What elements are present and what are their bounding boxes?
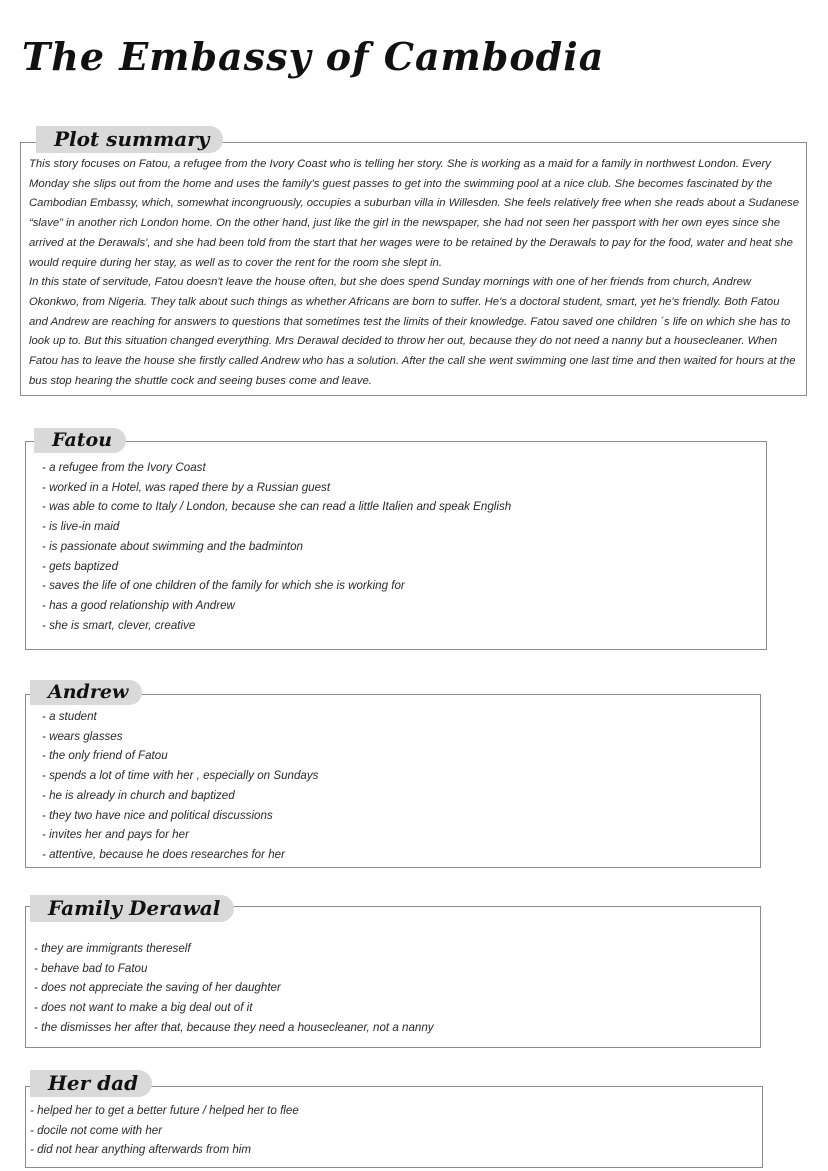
andrew-heading: Andrew bbox=[30, 680, 142, 705]
andrew-box bbox=[25, 694, 761, 868]
list-item: - is passionate about swimming and the badminton bbox=[42, 539, 304, 553]
family-derawal-box bbox=[25, 906, 761, 1048]
her-dad-heading: Her dad bbox=[30, 1070, 152, 1097]
list-item: - he is already in church and baptized bbox=[42, 788, 235, 802]
family-derawal-heading: Family Derawal bbox=[30, 895, 234, 922]
list-item: - worked in a Hotel, was raped there by a Russian guest bbox=[42, 480, 331, 494]
list-item: - gets baptized bbox=[42, 559, 119, 573]
andrew-list bbox=[42, 707, 318, 865]
list-item: - wears glasses bbox=[42, 729, 123, 743]
list-item: - invites her and pays for her bbox=[42, 828, 189, 842]
list-item: - did not hear anything afterwards from him bbox=[30, 1143, 252, 1157]
list-item: - a refugee from the Ivory Coast bbox=[42, 461, 206, 474]
her-dad-box bbox=[25, 1086, 763, 1168]
list-item: - attentive, because he does researches for her bbox=[42, 847, 285, 861]
plot-summary-box bbox=[20, 142, 807, 396]
plot-summary-text bbox=[29, 155, 799, 391]
list-item: - is live-in maid bbox=[42, 520, 120, 534]
list-item: - docile not come with her bbox=[30, 1123, 163, 1137]
fatou-heading: Fatou bbox=[34, 428, 126, 453]
plot-paragraph-2: In this state of servitude, Fatou doesn't leave the house often, but she does spend Sunday mornings with one of her friends from church, Andrew Okonkwo, from Nigeria. They talk about such things as whether Africans are born to suffer. He's a doctoral student, smart, yet he's friendly. Both Fatou and Andrew are reaching for answers to questions that sometimes test the limits of their knowledge. Fatou saved one children ´s life on which she has to look up to. But this situation changed everything. Mrs Derawal decided to throw her out, because they do not need a nanny but a housecleaner. When Fatou has to leave the house she firstly called Andrew who has a solution. After the call she went swimming one last time and then waited for hours at the bus stop hearing the shuttle cock and seeing buses come and leave. bbox=[29, 276, 796, 387]
her-dad-list bbox=[30, 1101, 299, 1160]
list-item: - saves the life of one children of the family for which she is working for bbox=[42, 579, 405, 593]
plot-paragraph-1: This story focuses on Fatou, a refugee from the Ivory Coast who is telling her story. She is working as a maid for a family in northwest London. Every Monday she slips out from the home and uses the family's guest passes to get into the swimming pool at a nice club. She becomes fascinated by the Cambodian Embassy, which, somewhat incongruously, occupies a suburban villa in Willesden. She feels relatively free when she reads about a Sudanese “slave” in another rich London home. On the other hand, just like the girl in the newspaper, she had not seen her passport with her own eyes since she arrived at the Derawals', and she had been told from the start that her wages were to be retained by the Derawals to pay for the food, water and heat she would require during her stay, as well as to cover the rent for the room she slept in. bbox=[29, 158, 799, 269]
fatou-list bbox=[42, 458, 511, 635]
list-item: - has a good relationship with Andrew bbox=[42, 598, 235, 612]
fatou-box bbox=[25, 441, 767, 650]
list-item: - a student bbox=[42, 710, 97, 723]
list-item: - behave bad to Fatou bbox=[34, 961, 148, 975]
list-item: - does not appreciate the saving of her daughter bbox=[34, 981, 281, 995]
list-item: - they two have nice and political discussions bbox=[42, 808, 273, 822]
list-item: - they are immigrants thereself bbox=[34, 942, 191, 955]
list-item: - she is smart, clever, creative bbox=[42, 618, 196, 632]
document-title: The Embassy of Cambodia bbox=[22, 34, 605, 79]
list-item: - was able to come to Italy / London, because she can read a little Italien and speak English bbox=[42, 500, 512, 514]
list-item: - the only friend of Fatou bbox=[42, 749, 168, 763]
list-item: - the dismisses her after that, because they need a housecleaner, not a nanny bbox=[34, 1020, 434, 1034]
family-derawal-list bbox=[34, 939, 434, 1038]
list-item: - spends a lot of time with her , especially on Sundays bbox=[42, 769, 319, 783]
list-item: - helped her to get a better future / helped her to flee bbox=[30, 1104, 299, 1117]
list-item: - does not want to make a big deal out of it bbox=[34, 1001, 253, 1015]
plot-summary-heading: Plot summary bbox=[36, 126, 223, 153]
